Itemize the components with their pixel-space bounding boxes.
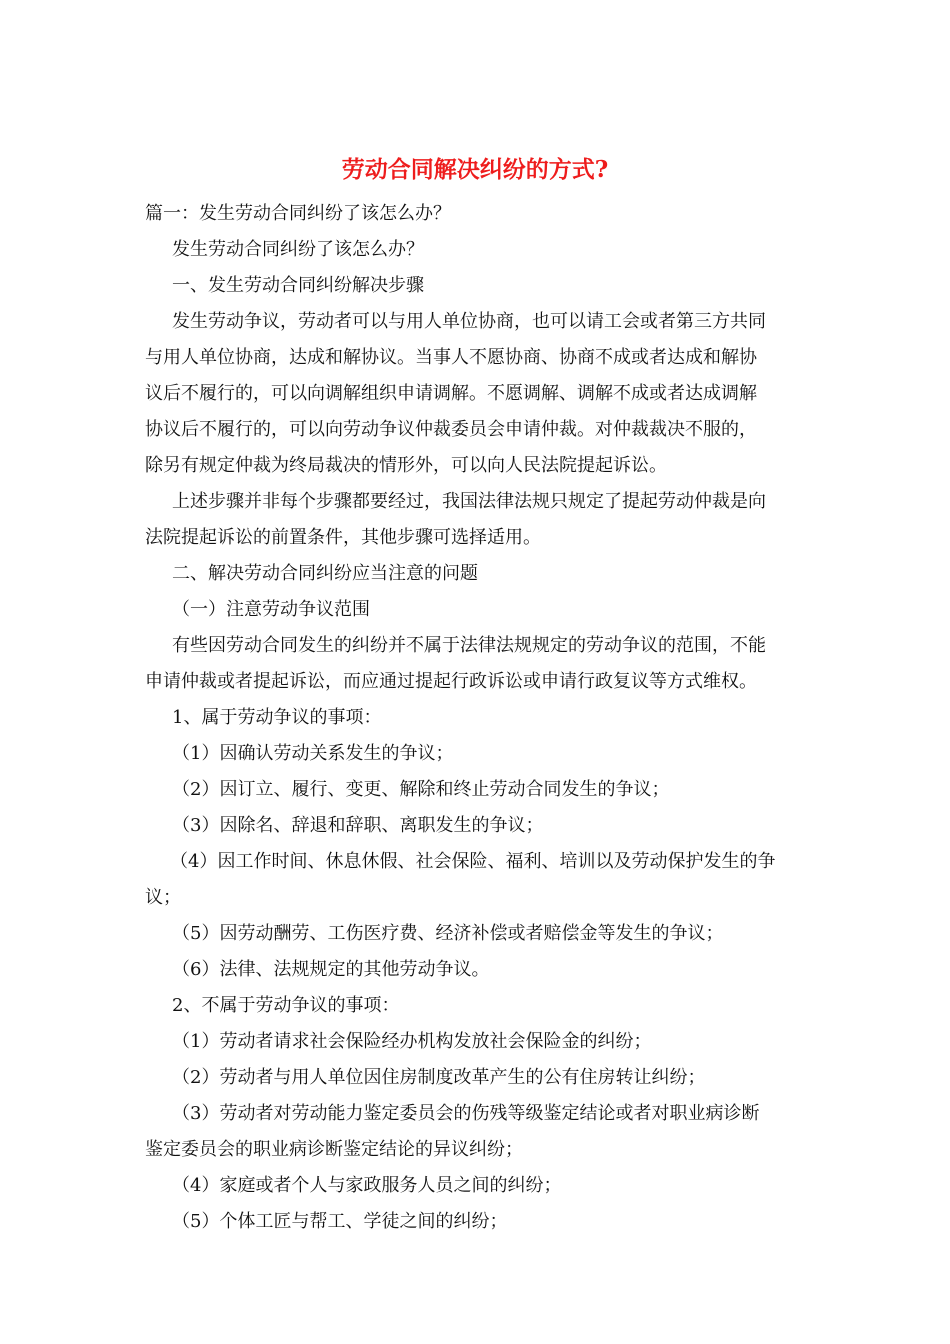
list-item: （6）法律、法规规定的其他劳动争议。	[172, 959, 490, 980]
paragraph-line: 上述步骤并非每个步骤都要经过，我国法律法规只规定了提起劳动仲裁是向	[172, 491, 766, 512]
list-item: （3）劳动者对劳动能力鉴定委员会的伤残等级鉴定结论或者对职业病诊断	[172, 1103, 760, 1124]
document-title: 劳动合同解决纠纷的方式?	[341, 156, 609, 183]
list-heading: 2、不属于劳动争议的事项：	[172, 995, 400, 1016]
paragraph-line: 发生劳动合同纠纷了该怎么办？	[172, 239, 424, 260]
list-item: （5）因劳动酬劳、工伤医疗费、经济补偿或者赔偿金等发生的争议；	[172, 923, 724, 944]
list-item-continuation: 鉴定委员会的职业病诊断鉴定结论的异议纠纷；	[145, 1139, 523, 1160]
list-item: （1）因确认劳动关系发生的争议；	[172, 743, 454, 764]
list-item-continuation: 议；	[145, 887, 181, 908]
paragraph-line: 篇一：发生劳动合同纠纷了该怎么办？	[145, 203, 451, 224]
paragraph-line: 有些因劳动合同发生的纠纷并不属于法律法规规定的劳动争议的范围，不能	[172, 635, 766, 656]
list-item: （3）因除名、辞退和辞职、离职发生的争议；	[172, 815, 544, 836]
paragraph-line: 法院提起诉讼的前置条件，其他步骤可选择适用。	[145, 527, 541, 548]
section-heading: 二、解决劳动合同纠纷应当注意的问题	[172, 563, 478, 584]
list-item: （2）因订立、履行、变更、解除和终止劳动合同发生的争议；	[172, 779, 670, 800]
paragraph-line: 发生劳动争议，劳动者可以与用人单位协商，也可以请工会或者第三方共同	[172, 311, 766, 332]
paragraph-line: 议后不履行的，可以向调解组织申请调解。不愿调解、调解不成或者达成调解	[145, 383, 757, 404]
list-item: （4）家庭或者个人与家政服务人员之间的纠纷；	[172, 1175, 562, 1196]
list-heading: 1、属于劳动争议的事项：	[172, 707, 382, 728]
list-item: （4）因工作时间、休息休假、社会保险、福利、培训以及劳动保护发生的争	[170, 851, 776, 872]
list-item: （1）劳动者请求社会保险经办机构发放社会保险金的纠纷；	[172, 1031, 652, 1052]
paragraph-line: 与用人单位协商，达成和解协议。当事人不愿协商、协商不成或者达成和解协	[145, 347, 757, 368]
section-heading: 一、发生劳动合同纠纷解决步骤	[172, 275, 424, 296]
subsection-heading: （一）注意劳动争议范围	[172, 599, 370, 620]
paragraph-line: 协议后不履行的，可以向劳动争议仲裁委员会申请仲裁。对仲裁裁决不服的，	[145, 419, 757, 440]
paragraph-line: 除另有规定仲裁为终局裁决的情形外，可以向人民法院提起诉讼。	[145, 455, 667, 476]
list-item: （5）个体工匠与帮工、学徒之间的纠纷；	[172, 1211, 508, 1232]
list-item: （2）劳动者与用人单位因住房制度改革产生的公有住房转让纠纷；	[172, 1067, 706, 1088]
paragraph-line: 申请仲裁或者提起诉讼，而应通过提起行政诉讼或申请行政复议等方式维权。	[145, 671, 757, 692]
